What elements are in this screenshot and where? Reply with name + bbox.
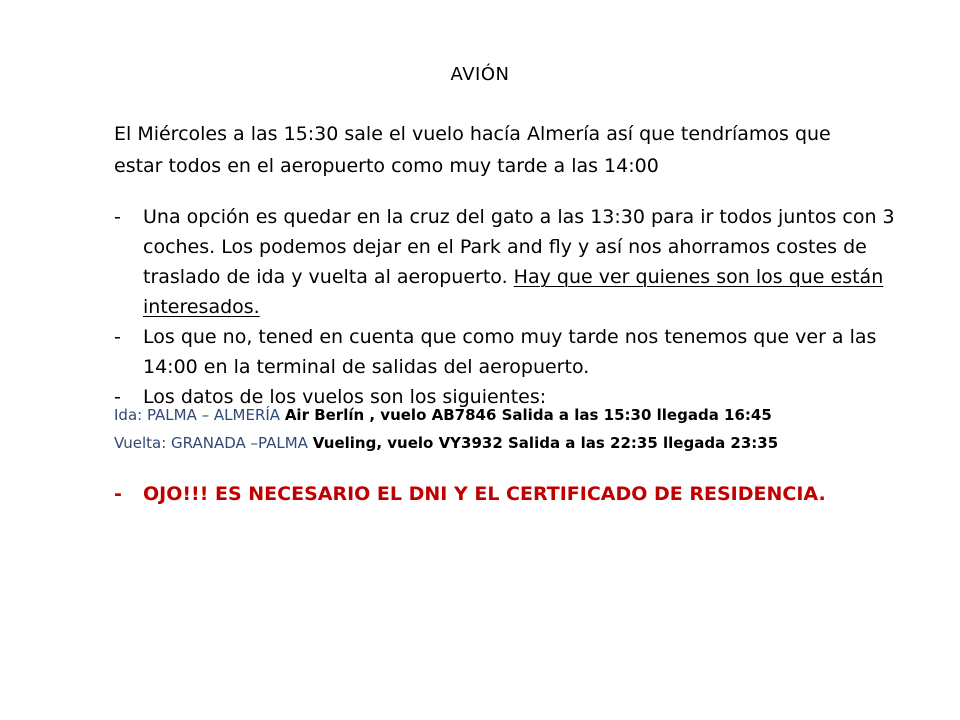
flight-ida-details: Air Berlín , vuelo AB7846 Salida a las 15:30 llegada 16:45 [284,406,772,424]
bullet-marker: - [114,386,121,408]
flight-ida-route: Ida: PALMA – ALMERÍA [114,406,285,424]
flight-vuelta-route: Vuelta: GRANADA –PALMA [114,434,313,452]
bullet-item-meeting-point [114,202,904,322]
warning-text: OJO!!! ES NECESARIO EL DNI Y EL CERTIFICADO DE RESIDENCIA. [143,483,826,505]
bullet-underlined-text: Hay que ver quienes son los que están interesados. [143,266,884,318]
warning-notice [114,483,826,505]
flight-vuelta-details: Vueling, vuelo VY3932 Salida a las 22:35 llegada 23:35 [312,434,779,452]
bullet-list [114,202,904,412]
page-title: AVIÓN [450,64,510,85]
bullet-item-terminal [114,322,904,382]
warning-marker: - [114,483,122,505]
bullet-marker: - [114,326,121,348]
bullet-marker: - [114,206,121,228]
intro-paragraph: El Miércoles a las 15:30 sale el vuelo hacía Almería así que tendríamos que estar todos en el aeropuerto como muy tarde a las 14:00 [114,123,831,177]
bullet-text: Una opción es quedar en la cruz del gato a las 13:30 para ir todos juntos con 3 coches. Los podemos dejar en el Park and fly y así nos ahorramos costes de traslado de ida y vuelta al aeropuerto. [143,206,895,288]
flight-ida-line [114,406,772,424]
bullet-text: Los datos de los vuelos son los siguientes: [143,386,547,408]
bullet-text: Los que no, tened en cuenta que como muy tarde nos tenemos que ver a las 14:00 en la terminal de salidas del aeropuerto. [143,326,877,378]
flight-vuelta-line [114,434,778,452]
